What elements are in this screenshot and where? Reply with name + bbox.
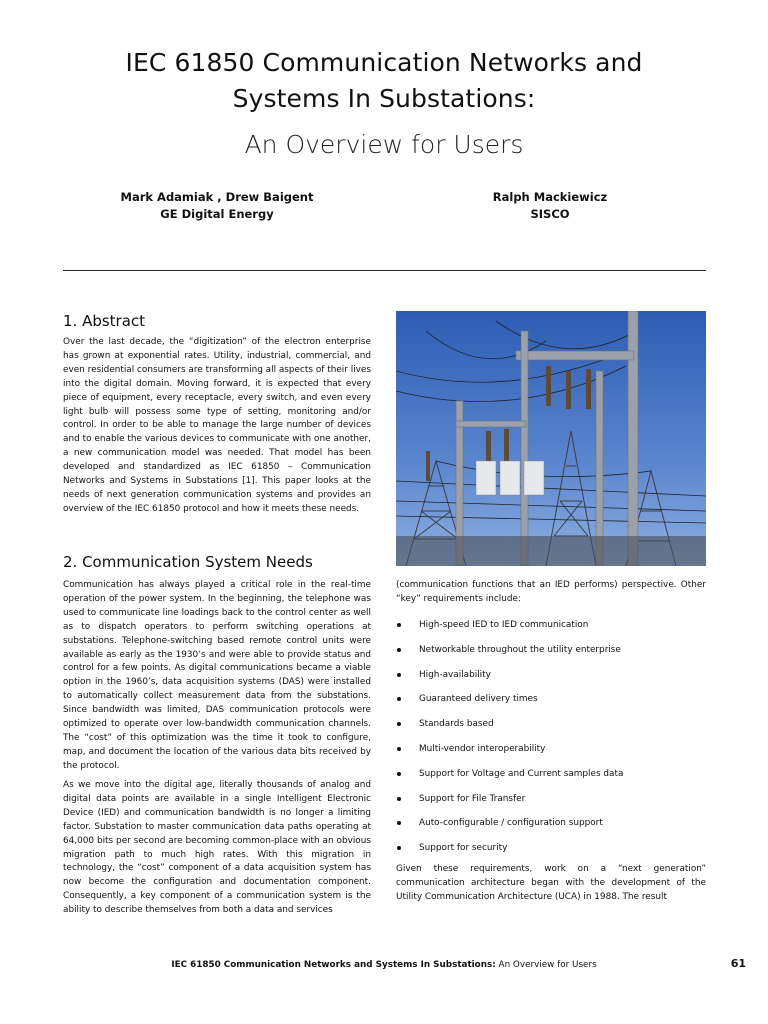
- bullet-icon: [397, 747, 401, 751]
- needs-paragraph-2: As we move into the digital age, literally thousands of analog and digital data points are available in a single Intelligent Electronic Device (IED) and communication bandwidth is no longer a limiting factor. Substation to master communication data paths operating at 64,000 bits per second are becoming common-place with an obvious migration path to much high rates. With this migration in technology, the “cost” component of a data acquisition system has now become the configuration and documentation component. Consequently, a key component of a communication system is the ability to describe themselves from both a data and services: [63, 780, 371, 916]
- list-item: [396, 619, 706, 644]
- list-item: [396, 768, 706, 793]
- needs-paragraph-1: Communication has always played a critical role in the real-time operation of the power system. In the beginning, the telephone was used to communicate line loadings back to the control center as well as to dispatch operators to perform switching operations at substations. Telephone-switching based remote control units were available as early as the 1930’s and were able to provide status and control for a few points. As digital communications became a viable option in the 1960’s, data acquisition systems (DAS) were installed to automatically collect measurement data from the substations. Since bandwidth was limited, DAS communication protocols were optimized to operate over low-bandwidth communication channels. The “cost” of this optimization was the time it took to configure, map, and document the location of the various data bits received by the protocol.: [63, 580, 371, 771]
- list-item: [396, 743, 706, 768]
- requirements-list: [396, 619, 706, 867]
- bullet-icon: [397, 821, 401, 825]
- footer-title-bold: IEC 61850 Communication Networks and Systems In Substations:: [171, 960, 496, 970]
- requirement-text: Standards based: [419, 719, 494, 730]
- abstract-heading: 1. Abstract: [63, 312, 146, 330]
- paper-title-line-2: Systems In Substations:: [232, 84, 536, 113]
- abstract-text: Over the last decade, the “digitization” of the electron enterprise has grown at exponential rates. Utility, industrial, commercial, and even residential consumers are transforming all aspects of their lives into the digital domain. Moving forward, it is expected that every piece of equipment, every receptacle, every switch, and even every light bulb will possess some type of setting, monitoring and/or control. In order to be able to manage the large number of devices and to enable the various devices to communicate with one another, a new communication model was needed. That model has been developed and standardized as IEC 61850 – Communication Networks and Systems in Substations [1]. This paper looks at the needs of next generation communication systems and provides an overview of the IEC 61850 protocol and how it meets these needs.: [63, 337, 371, 514]
- requirement-text: Support for Voltage and Current samples data: [419, 768, 624, 779]
- requirement-text: Auto-configurable / configuration support: [419, 818, 603, 829]
- author-block-sisco: [450, 189, 650, 223]
- substation-photo: [396, 311, 706, 566]
- list-item: [396, 817, 706, 842]
- author-names: Ralph Mackiewicz: [492, 190, 608, 204]
- bullet-icon: [397, 797, 401, 801]
- title-divider: [63, 270, 706, 271]
- author-names: Mark Adamiak , Drew Baigent: [120, 190, 314, 204]
- list-item: [396, 669, 706, 694]
- needs-right-intro: (communication functions that an IED performs) perspective. Other “key” requirements include:: [396, 580, 706, 604]
- requirement-text: High-availability: [419, 669, 491, 680]
- list-item: [396, 718, 706, 743]
- bullet-icon: [397, 623, 401, 627]
- footer-title-rest: An Overview for Users: [495, 960, 597, 970]
- paper-title-line-1: IEC 61850 Communication Networks and: [125, 48, 643, 77]
- requirement-text: Guaranteed delivery times: [419, 694, 538, 705]
- list-item: [396, 644, 706, 669]
- requirement-text: Multi-vendor interoperability: [419, 743, 546, 754]
- bullet-icon: [397, 772, 401, 776]
- requirement-text: Support for security: [419, 843, 508, 854]
- needs-right-outro: Given these requirements, work on a “next generation” communication architecture began with the development of the Utility Communication Architecture (UCA) in 1988. The result: [396, 864, 706, 902]
- requirement-text: Support for File Transfer: [419, 793, 526, 804]
- bullet-icon: [397, 846, 401, 850]
- author-block-ge: [92, 189, 342, 223]
- bullet-icon: [397, 722, 401, 726]
- list-item: [396, 793, 706, 818]
- page-number: 61: [730, 957, 746, 970]
- needs-heading: 2. Communication System Needs: [63, 553, 313, 571]
- bullet-icon: [397, 648, 401, 652]
- author-affiliation: SISCO: [530, 207, 570, 221]
- author-affiliation: GE Digital Energy: [160, 207, 274, 221]
- requirement-text: High-speed IED to IED communication: [419, 620, 589, 630]
- bullet-icon: [397, 673, 401, 677]
- requirement-text: Networkable throughout the utility enterprise: [419, 644, 621, 655]
- running-footer: [0, 958, 768, 972]
- list-item: [396, 693, 706, 718]
- paper-subtitle: An Overview for Users: [244, 130, 524, 159]
- bullet-icon: [397, 697, 401, 701]
